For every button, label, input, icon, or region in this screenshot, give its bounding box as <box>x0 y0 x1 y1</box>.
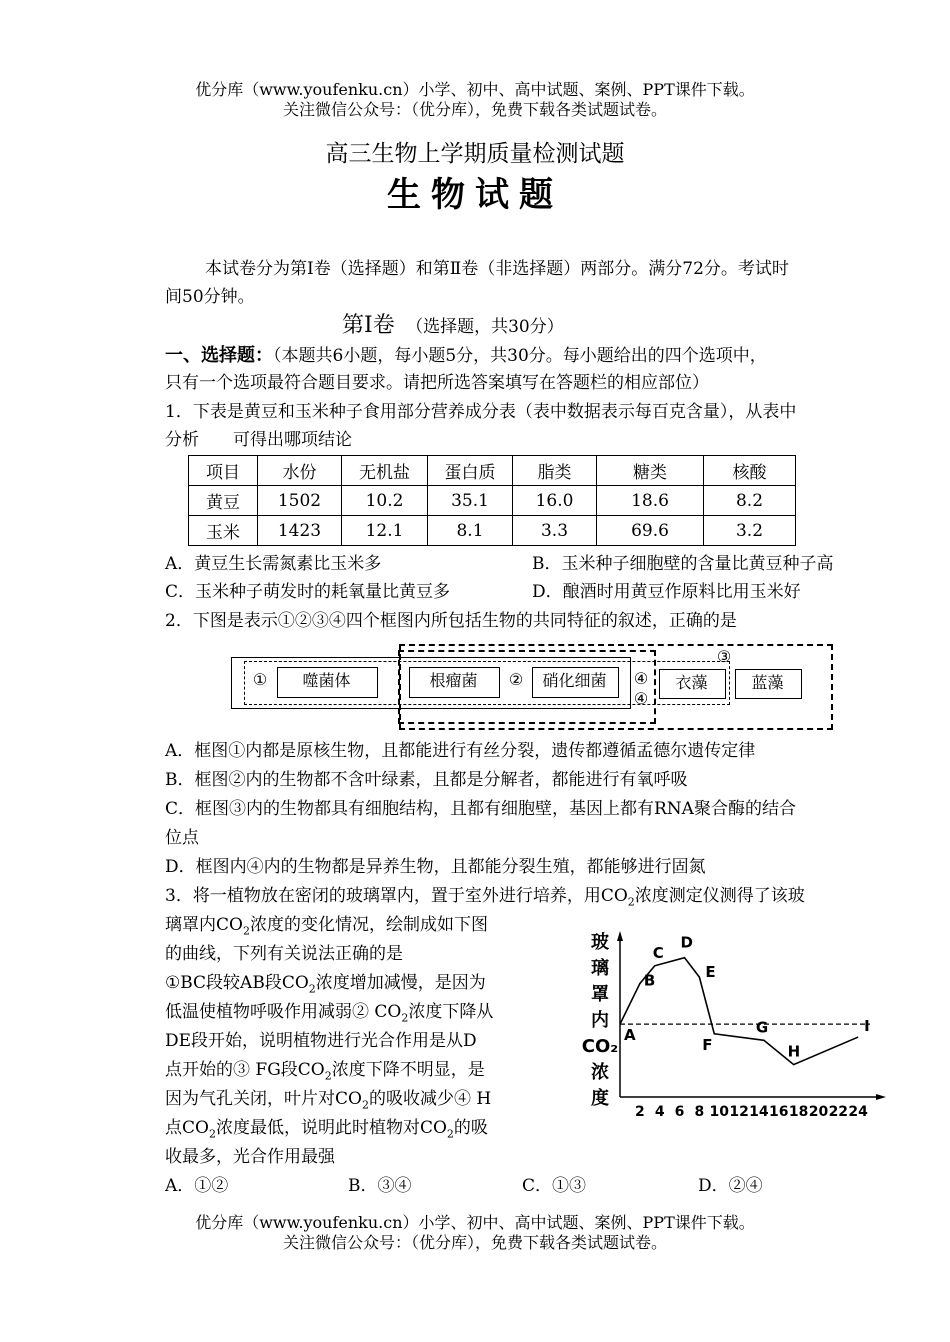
header-line-2: 关注微信公众号：（优分库），免费下载各类试题试卷。 <box>282 100 667 119</box>
section-desc-2: 只有一个选项最符合题目要求。请把所选答案填写在答题栏的相应部位） <box>165 373 709 393</box>
table-cell: 3.2 <box>704 516 796 546</box>
table-header-row <box>189 456 796 486</box>
section-note: （选择题，共30分） <box>406 317 564 337</box>
org-cyanobacteria: 蓝藻 <box>751 673 784 692</box>
q3-statement-2 <box>165 999 493 1031</box>
q3-statement-1 <box>165 970 486 1002</box>
q2-diagram <box>230 642 830 730</box>
y-axis-arrow <box>617 931 623 941</box>
table-row <box>189 486 796 516</box>
q2-option-d: D．框图内④内的生物都是异养生物，且都能分裂生殖，都能够进行固氮 <box>165 857 706 877</box>
q3-stem-1b: 浓度测定仪测得了该玻 <box>634 886 805 906</box>
q3-statement-5 <box>165 1086 491 1118</box>
page-title: 生物试题 <box>387 175 563 215</box>
org-chlamydomonas: 衣藻 <box>675 673 708 692</box>
q3-stem-2b: 浓度的变化情况，绘制成如下图 <box>249 915 488 935</box>
marker-4b: ④ <box>633 689 649 708</box>
q2-stem: 2．下图是表示①②③④四个框图内所包括生物的共同特征的叙述，正确的是 <box>165 611 737 631</box>
q3-s5b: 的吸收减少④ H <box>368 1089 492 1109</box>
table-cell: 10.2 <box>342 486 428 516</box>
x-tick-label: 2 <box>634 1104 645 1120</box>
subtitle: 高三生物上学期质量检测试题 <box>325 141 625 167</box>
y-axis-label-char: 度 <box>591 1088 609 1109</box>
q3-stem-1 <box>165 883 805 915</box>
sub-2: 2 <box>446 1127 454 1141</box>
q3-option-b: B．③④ <box>348 1176 412 1196</box>
q1-option-d: D．酿酒时用黄豆作原料比用玉米好 <box>532 582 801 602</box>
header-line-1: 优分库（www.youfenku.cn）小学、初中、高中试题、案例、PPT课件下载。 <box>195 80 755 99</box>
q1-option-b: B．玉米种子细胞壁的含量比黄豆种子高 <box>532 554 834 574</box>
q1-stem-2: 分析 可得出哪项结论 <box>165 430 352 450</box>
table-header: 项目 <box>189 456 258 486</box>
q3-s6c: 的吸 <box>453 1118 488 1138</box>
q3-statement-6 <box>165 1115 488 1147</box>
org-phage: 噬菌体 <box>302 671 351 690</box>
sub-2: 2 <box>361 1098 369 1112</box>
sub-2: 2 <box>401 1011 409 1025</box>
point-label-c: C <box>652 943 664 962</box>
sub-2: 2 <box>324 1069 332 1083</box>
q1-option-c: C．玉米种子萌发时的耗氧量比黄豆多 <box>165 582 451 602</box>
y-axis-label-char: 罩 <box>591 984 609 1005</box>
x-tick-label: 22 <box>828 1104 849 1120</box>
x-tick-label: 8 <box>694 1104 705 1120</box>
q3-s2b: 浓度下降从 <box>408 1002 494 1022</box>
y-axis-label-char: 玻 <box>591 932 609 953</box>
choice-heading: 一、选择题： <box>165 345 273 366</box>
marker-3: ③ <box>716 647 732 666</box>
table-cell: 8.1 <box>428 516 513 546</box>
y-axis-label-char: 内 <box>591 1010 609 1031</box>
table-cell: 黄豆 <box>189 486 258 516</box>
x-tick-label: 16 <box>769 1104 789 1120</box>
q3-statement-3: DE段开始，说明植物进行光合作用是从D <box>165 1031 477 1051</box>
table-cell: 69.6 <box>597 516 704 546</box>
x-tick-label: 14 <box>749 1104 769 1120</box>
table-cell: 1423 <box>258 516 342 546</box>
table-cell: 8.2 <box>704 486 796 516</box>
q3-stem-3: 的曲线，下列有关说法正确的是 <box>165 944 403 964</box>
q3-option-a: A．①② <box>165 1176 229 1196</box>
q3-s4b: 浓度下降不明显，是 <box>331 1060 485 1080</box>
x-tick-label: 6 <box>674 1104 685 1120</box>
x-axis-arrow <box>876 1094 886 1100</box>
table-header: 脂类 <box>513 456 597 486</box>
q3-s4a: 点开始的③ FG段CO <box>165 1060 325 1080</box>
q3-option-c: C．①③ <box>522 1176 587 1196</box>
table-header: 无机盐 <box>342 456 428 486</box>
sub-2: 2 <box>627 895 635 909</box>
q3-s2a: 低温使植物呼吸作用减弱② CO <box>165 1002 402 1022</box>
q3-option-d: D．②④ <box>698 1176 763 1196</box>
footer-line-2: 关注微信公众号：（优分库），免费下载各类试题试卷。 <box>282 1233 667 1252</box>
q3-s6b: 浓度最低，说明此时植物对CO <box>215 1118 447 1138</box>
q3-s6a: 点CO <box>165 1118 209 1138</box>
y-axis-label-char: 浓 <box>591 1062 609 1083</box>
intro-line-2: 间50分钟。 <box>165 287 255 307</box>
point-label-b: B <box>643 971 656 990</box>
q2-option-c-cont: 位点 <box>165 828 199 848</box>
point-label-i: I <box>864 1017 870 1036</box>
q3-stem-2a: 璃罩内CO <box>165 915 243 935</box>
table-row <box>189 516 796 546</box>
point-label-d: D <box>680 933 693 952</box>
q3-stem-2 <box>165 912 488 944</box>
q3-statement-7: 收最多，光合作用最强 <box>165 1147 335 1167</box>
org-rhizobium: 根瘤菌 <box>429 671 478 690</box>
y-axis-label-char: 璃 <box>591 958 609 979</box>
co2-chart <box>578 930 888 1130</box>
sub-2: 2 <box>208 1127 216 1141</box>
table-cell: 玉米 <box>189 516 258 546</box>
table-cell: 18.6 <box>597 486 704 516</box>
table-header: 水份 <box>258 456 342 486</box>
x-tick-label: 18 <box>788 1104 809 1120</box>
q3-statement-4 <box>165 1057 485 1089</box>
section-desc-1 <box>165 343 767 369</box>
org-nitrifying: 硝化细菌 <box>542 671 607 690</box>
footer-line-1: 优分库（www.youfenku.cn）小学、初中、高中试题、案例、PPT课件下载。 <box>195 1213 755 1232</box>
q3-s1b: 浓度增加减慢，是因为 <box>315 973 486 993</box>
q1-stem-1: 1．下表是黄豆和玉米种子食用部分营养成分表（表中数据表示每百克含量），从表中 <box>165 402 797 422</box>
table-header: 蛋白质 <box>428 456 513 486</box>
q2-option-b: B．框图②内的生物都不含叶绿素，且都是分解者，都能进行有氧呼吸 <box>165 770 688 790</box>
y-axis-label-char: CO₂ <box>581 1036 619 1057</box>
marker-2: ② <box>508 670 524 689</box>
point-label-f: F <box>702 1035 713 1054</box>
table-cell: 1502 <box>258 486 342 516</box>
q2-option-a: A．框图①内都是原核生物，且都能进行有丝分裂，遗传都遵循孟德尔遗传定律 <box>165 741 756 761</box>
point-label-g: G <box>755 1018 769 1037</box>
point-label-e: E <box>705 963 716 982</box>
sub-2: 2 <box>308 982 316 996</box>
nutrition-table <box>188 455 796 546</box>
co2-curve <box>620 958 858 1065</box>
section-title: 第Ⅰ卷 <box>342 313 395 338</box>
x-tick-label: 4 <box>654 1104 665 1120</box>
section-heading <box>342 312 564 341</box>
table-cell: 12.1 <box>342 516 428 546</box>
q3-s1a: ①BC段较AB段CO <box>165 973 309 993</box>
sub-2: 2 <box>242 924 250 938</box>
q2-option-c: C．框图③内的生物都具有细胞结构，且都有细胞壁，基因上都有RNA聚合酶的结合 <box>165 799 796 819</box>
table-header: 糖类 <box>597 456 704 486</box>
x-tick-label: 12 <box>729 1104 749 1120</box>
marker-4a: ④ <box>633 669 649 688</box>
q3-s5a: 因为气孔关闭，叶片对CO <box>165 1089 362 1109</box>
q3-stem-1a: 3．将一植物放在密闭的玻璃罩内，置于室外进行培养，用CO <box>165 886 628 906</box>
x-tick-label: 10 <box>709 1104 729 1120</box>
table-cell: 3.3 <box>513 516 597 546</box>
choice-desc: （本题共6小题，每小题5分，共30分。每小题给出的四个选项中， <box>273 346 767 366</box>
table-header: 核酸 <box>704 456 796 486</box>
point-label-h: H <box>787 1042 801 1061</box>
x-tick-label: 24 <box>848 1104 868 1120</box>
q1-option-a: A．黄豆生长需氮素比玉米多 <box>165 554 382 574</box>
point-label-a: A <box>624 1026 636 1045</box>
table-cell: 16.0 <box>513 486 597 516</box>
table-cell: 35.1 <box>428 486 513 516</box>
x-tick-label: 20 <box>808 1104 829 1120</box>
marker-1: ① <box>252 670 268 689</box>
intro-line-1: 本试卷分为第Ⅰ卷（选择题）和第Ⅱ卷（非选择题）两部分。满分72分。考试时 <box>205 259 789 279</box>
